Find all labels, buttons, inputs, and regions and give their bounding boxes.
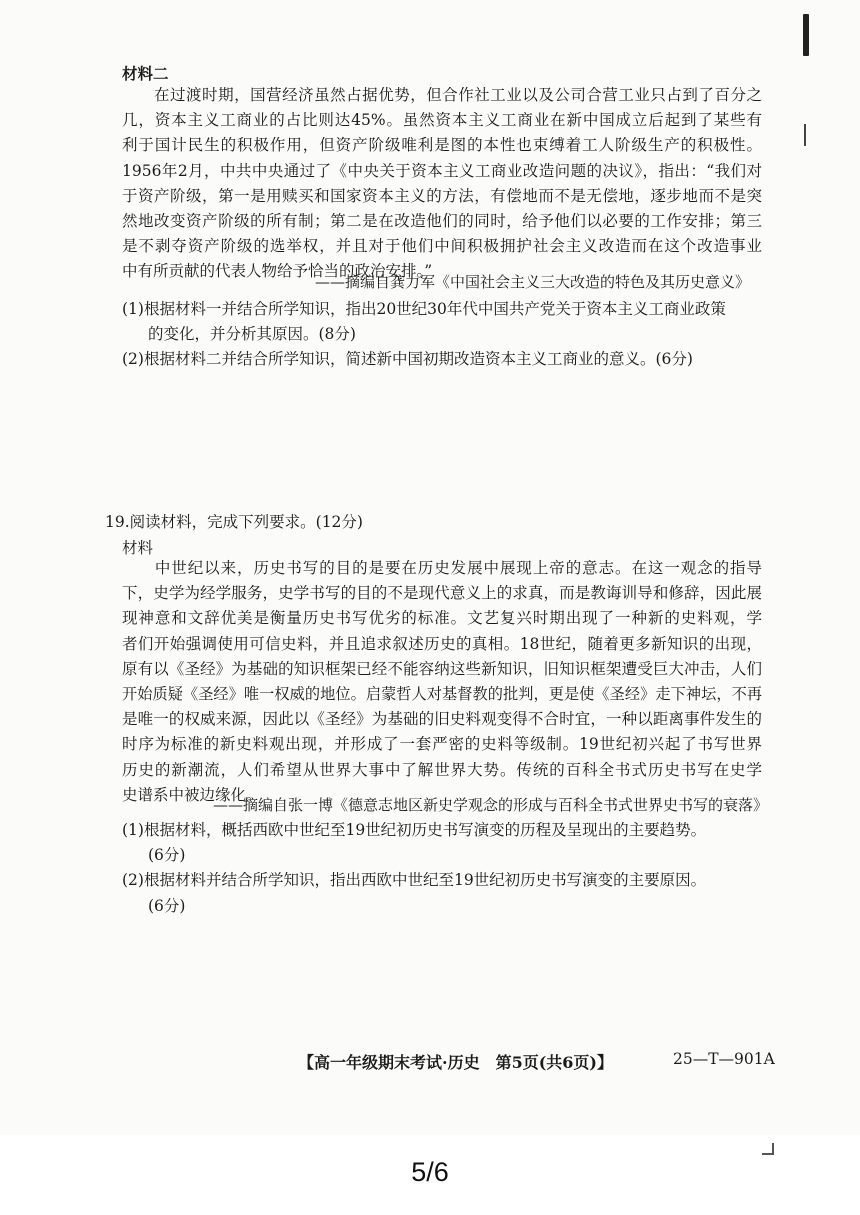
text-line: 在过渡时期，国营经济虽然占据优势，但合作社工业以及公司合营工业只占到了百分之 [122,86,762,104]
question-19-material-text [122,556,762,808]
scan-edge-mark [804,124,806,146]
exam-info: 【高一年级期末考试·历史 第5页(共6页)】 [298,1053,613,1072]
page-footer [0,1046,860,1076]
text-line: 史谱系中被边缘化。 [122,785,262,804]
subquestion-1-cont: 的变化，并分析其原因。(8分) [148,325,356,344]
text-line: 下，史学为经学服务，史学书写的目的不是现代意义上的求真，而是教诲训导和修辞，因此展 [122,584,762,603]
text-line: 中有所贡献的代表人物给予恰当的政治安排。” [122,262,433,281]
subquestion-1: (1)根据材料一并结合所学知识，指出20世纪30年代中国共产党关于资本主义工商业政策 [122,300,726,318]
text-line: 开始质疑《圣经》唯一权威的地位。启蒙哲人对基督教的批判，更是使《圣经》走下神坛，不再 [122,684,762,703]
material-2-source: ——摘编自龚力军《中国社会主义三大改造的特色及其历史意义》 [314,273,750,291]
subquestion-2: (2)根据材料并结合所学知识，指出西欧中世纪至19世纪初历史书写演变的主要原因。 [122,871,707,890]
text-line: 原有以《圣经》为基础的知识框架已经不能容纳这些新知识，旧知识框架遭受巨大冲击，人们 [122,659,762,678]
text-line: 然地改变资产阶级的所有制；第二是在改造他们的同时，给予他们以必要的工作安排；第三 [122,211,762,230]
page-indicator: 5/6 [411,1157,449,1187]
text-line: 利于国计民生的积极作用，但资产阶级唯利是图的本性也束缚着工人阶级生产的积极性。 [122,136,762,155]
material-2-heading: 材料二 [122,64,169,83]
material-2-text [122,83,762,285]
text-line: 中世纪以来，历史书写的目的是要在历史发展中展现上帝的意志。在这一观念的指导 [122,559,762,577]
text-line: 者们开始强调使用可信史料，并且追求叙述历史的真相。18世纪，随着更多新知识的出现， [122,634,762,653]
subquestion-2: (2)根据材料二并结合所学知识，简述新中国初期改造资本主义工商业的意义。(6分) [122,350,693,369]
question-19-source: ——摘编自张一博《德意志地区新史学观念的形成与百科全书式世界史书写的衰落》 [212,796,768,814]
text-line: 是唯一的权威来源，因此以《圣经》为基础的旧史料观变得不合时宜，一种以距离事件发生的 [122,710,762,729]
corner-crop-mark [762,1143,774,1155]
text-line: 于资产阶级，第一是用赎买和国家资本主义的方法，有偿地而不是无偿地，逐步地而不是突 [122,186,762,205]
text-line: 1956年2月，中共中央通过了《中央关于资本主义工商业改造问题的决议》，指出：“我们对 [122,161,762,180]
subquestion-2-cont: (6分) [148,896,186,915]
question-19-subquestions [122,818,772,919]
exam-code: 25—T—901A [673,1050,775,1068]
text-line: 时序为标准的新史料观出现，并形成了一套严密的史料等级制。19世纪初兴起了书写世界 [122,735,762,754]
question-19-material-heading: 材料 [122,539,154,557]
question-19-title: 19.阅读材料，完成下列要求。(12分) [105,513,363,531]
text-line: 现神意和文辞优美是衡量历史书写优劣的标准。文艺复兴时期出现了一种新的史料观，学 [122,609,762,628]
subquestion-1-cont: (6分) [148,846,186,865]
text-line: 几，资本主义工商业的占比则达45%。虽然资本主义工商业在新中国成立后起到了某些有 [122,111,762,130]
text-line: 历史的新潮流，人们希望从世界大事中了解世界大势。传统的百科全书式历史书写在史学 [122,760,762,779]
scan-edge-mark [803,14,809,56]
question-18-subquestions [122,297,772,373]
subquestion-1: (1)根据材料，概括西欧中世纪至19世纪初历史书写演变的历程及呈现出的主要趋势。 [122,821,707,839]
text-line: 是不剥夺资产阶级的选举权，并且对于他们中间积极拥护社会主义改造而在这个改造事业 [122,237,762,256]
